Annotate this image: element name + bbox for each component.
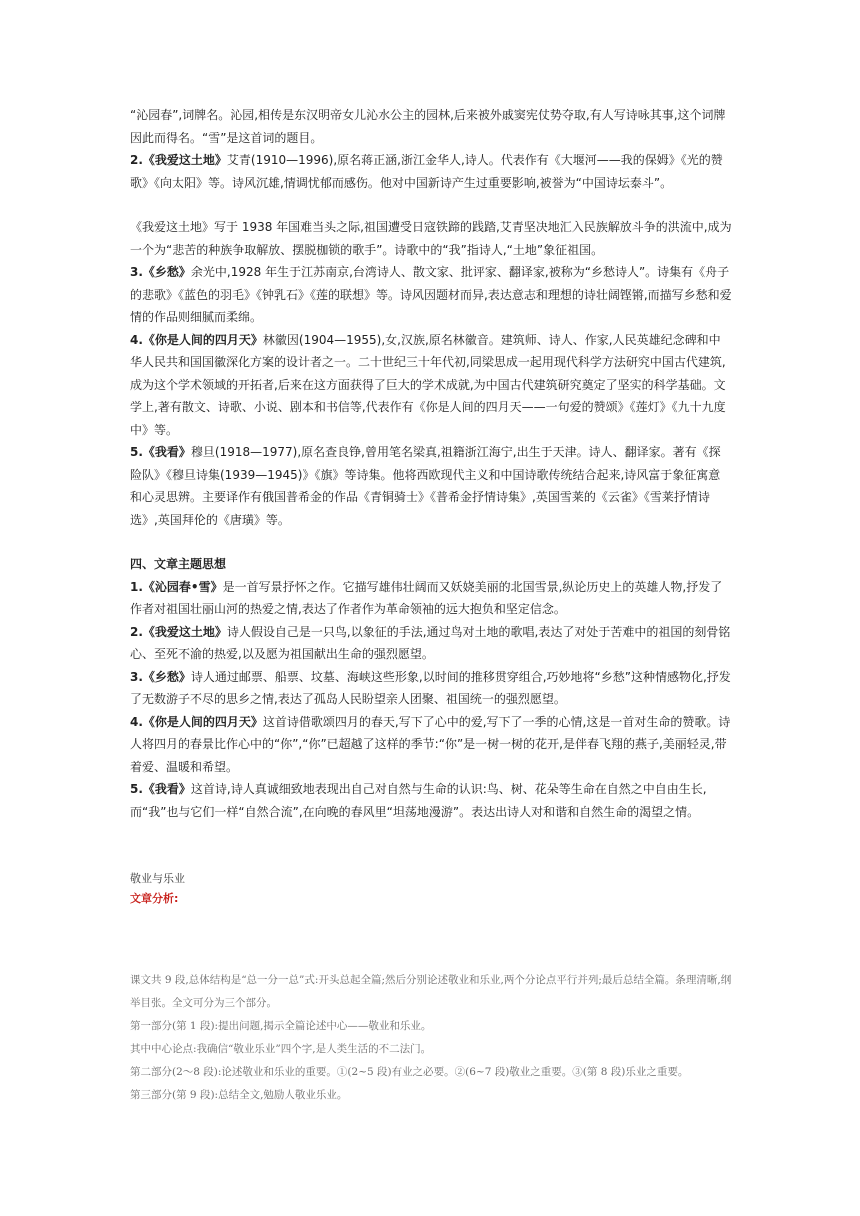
author-entry-2 xyxy=(130,149,732,194)
analysis-paragraph: 课文共 9 段,总体结构是“总一分一总”式:开头总起全篇;然后分别论述敬业和乐业,两个分论点平行并列;最后总结全篇。条理清晰,纲举目张。全文可分为三个部分。 xyxy=(130,974,732,1009)
analysis-paragraph: 第二部分(2～8 段):论述敬业和乐业的重要。①(2~5 段)有业之必要。②(6~7 段)敬业之重要。③(第 8 段)乐业之重要。 xyxy=(130,1066,689,1078)
entry-body: 艾青(1910—1996),原名蒋正涵,浙江金华人,诗人。代表作有《大堰河——我的保姆》《光的赞歌》《向太阳》等。诗风沉雄,情调忧郁而感伤。他对中国新诗产生过重要影响,被誉为“中国诗坛泰斗”。 xyxy=(130,153,723,190)
entry-body: 是一首写景抒怀之作。它描写雄伟壮阔而又妖娆美丽的北国雪景,纵论历史上的英雄人物,抒发了作者对祖国壮丽山河的热爱之情,表达了作者作为革命领袖的远大抱负和坚定信念。 xyxy=(130,579,723,616)
entry-title: 1.《沁园春•雪》 xyxy=(130,579,223,594)
theme-entry-5 xyxy=(130,778,732,823)
intro-paragraph: “沁园春”,词牌名。沁园,相传是东汉明帝女儿沁水公主的园林,后来被外戚窦宪仗势夺取,有人写诗咏其事,这个词牌因此而得名。“雪”是这首词的题目。 xyxy=(130,108,726,145)
entry-body: 穆旦(1918—1977),原名查良铮,曾用笔名梁真,祖籍浙江海宁,出生于天津。诗人、翻译家。著有《探险队》《穆旦诗集(1939—1945)》《旗》等诗集。他将西欧现代主义和中国诗歌传统结合起来,诗风富于象征寓意和心灵思辨。主要译作有俄国普希金的作品《青铜骑士》《普希金抒情诗集》,英国雪莱的《云雀》《雪莱抒情诗选》,英国拜伦的《唐璜》等。 xyxy=(130,445,721,527)
theme-entry-2 xyxy=(130,621,732,666)
entry-body: 余光中,1928 年生于江苏南京,台湾诗人、散文家、批评家、翻译家,被称为“乡愁诗人”。诗集有《舟子的悲歌》《蓝色的羽毛》《钟乳石》《莲的联想》等。诗风因题材而异,表达意志和理想的诗壮阔铿锵,而描写乡愁和爱情的作品则细腻而柔绵。 xyxy=(130,265,732,324)
author-entry-4 xyxy=(130,329,732,442)
analysis-label: 文章分析: xyxy=(130,892,179,905)
article-title: 敬业与乐业 xyxy=(130,872,185,885)
section-heading: 四、文章主题思想 xyxy=(130,557,227,571)
author-entry-3 xyxy=(130,261,732,329)
entry-title: 4.《你是人间的四月天》 xyxy=(130,714,263,729)
theme-entry-1 xyxy=(130,576,732,621)
theme-entry-4 xyxy=(130,711,732,779)
entry-title: 2.《我爱这土地》 xyxy=(130,624,227,639)
entry-title: 3.《乡愁》 xyxy=(130,669,191,684)
theme-entry-3 xyxy=(130,666,732,711)
entry-body: 这首诗,诗人真诚细致地表现出自己对自然与生命的认识:鸟、树、花朵等生命在自然之中自由生长,而“我”也与它们一样“自然合流”,在向晚的春风里“坦荡地漫游”。表达出诗人对和谐和自然生命的渴望之情。 xyxy=(130,782,707,819)
analysis-paragraph: 其中中心论点:我确信“敬业乐业”四个字,是人类生活的不二法门。 xyxy=(130,1043,432,1055)
entry-title: 3.《乡愁》 xyxy=(130,265,191,279)
entry-body: 诗人假设自己是一只鸟,以象征的手法,通过鸟对土地的歌唱,表达了对处于苦难中的祖国的刻骨铭心、至死不渝的热爱,以及愿为祖国献出生命的强烈愿望。 xyxy=(130,624,731,661)
entry-title: 5.《我看》 xyxy=(130,445,191,459)
entry-body: 这首诗借歌颂四月的春天,写下了心中的爱,写下了一季的心情,这是一首对生命的赞歌。诗人将四月的春景比作心中的“你”,“你”已超越了这样的季节:“你”是一树一树的花开,是伴春飞翔的燕子,美丽轻灵,带着爱、温暖和希望。 xyxy=(130,714,731,774)
document-content xyxy=(130,104,732,1107)
entry-title: 2.《我爱这土地》 xyxy=(130,153,227,167)
analysis-paragraph: 第一部分(第 1 段):提出问题,揭示全篇论述中心——敬业和乐业。 xyxy=(130,1020,432,1032)
entry-body: 诗人通过邮票、船票、坟墓、海峡这些形象,以时间的推移贯穿组合,巧妙地将“乡愁”这种情感物化,抒发了无数游子不尽的思乡之情,表达了孤岛人民盼望亲人团聚、祖国统一的强烈愿望。 xyxy=(130,669,731,706)
entry-body: 林徽因(1904—1955),女,汉族,原名林徽音。建筑师、诗人、作家,人民英雄纪念碑和中华人民共和国国徽深化方案的设计者之一。二十世纪三十年代初,同梁思成一起用现代科学方法研究中国古代建筑,成为这个学术领域的开拓者,后来在这方面获得了巨大的学术成就,为中国古代建筑研究奠定了坚实的科学基础。文学上,著有散文、诗歌、小说、剧本和书信等,代表作有《你是人间的四月天——一句爱的赞颂》《莲灯》《九十九度中》等。 xyxy=(130,332,726,437)
entry-title: 4.《你是人间的四月天》 xyxy=(130,332,263,347)
entry-title: 5.《我看》 xyxy=(130,782,191,796)
background-paragraph: 《我爱这土地》写于 1938 年国难当头之际,祖国遭受日寇铁蹄的践踏,艾青坚决地汇入民族解放斗争的洪流中,成为一个为“悲苦的种族争取解放、摆脱枷锁的歌手”。诗歌中的“我”指诗人,“土地”象征祖国。 xyxy=(130,220,732,257)
author-entry-5 xyxy=(130,441,732,531)
analysis-paragraph: 第三部分(第 9 段):总结全文,勉励人敬业乐业。 xyxy=(130,1089,348,1101)
